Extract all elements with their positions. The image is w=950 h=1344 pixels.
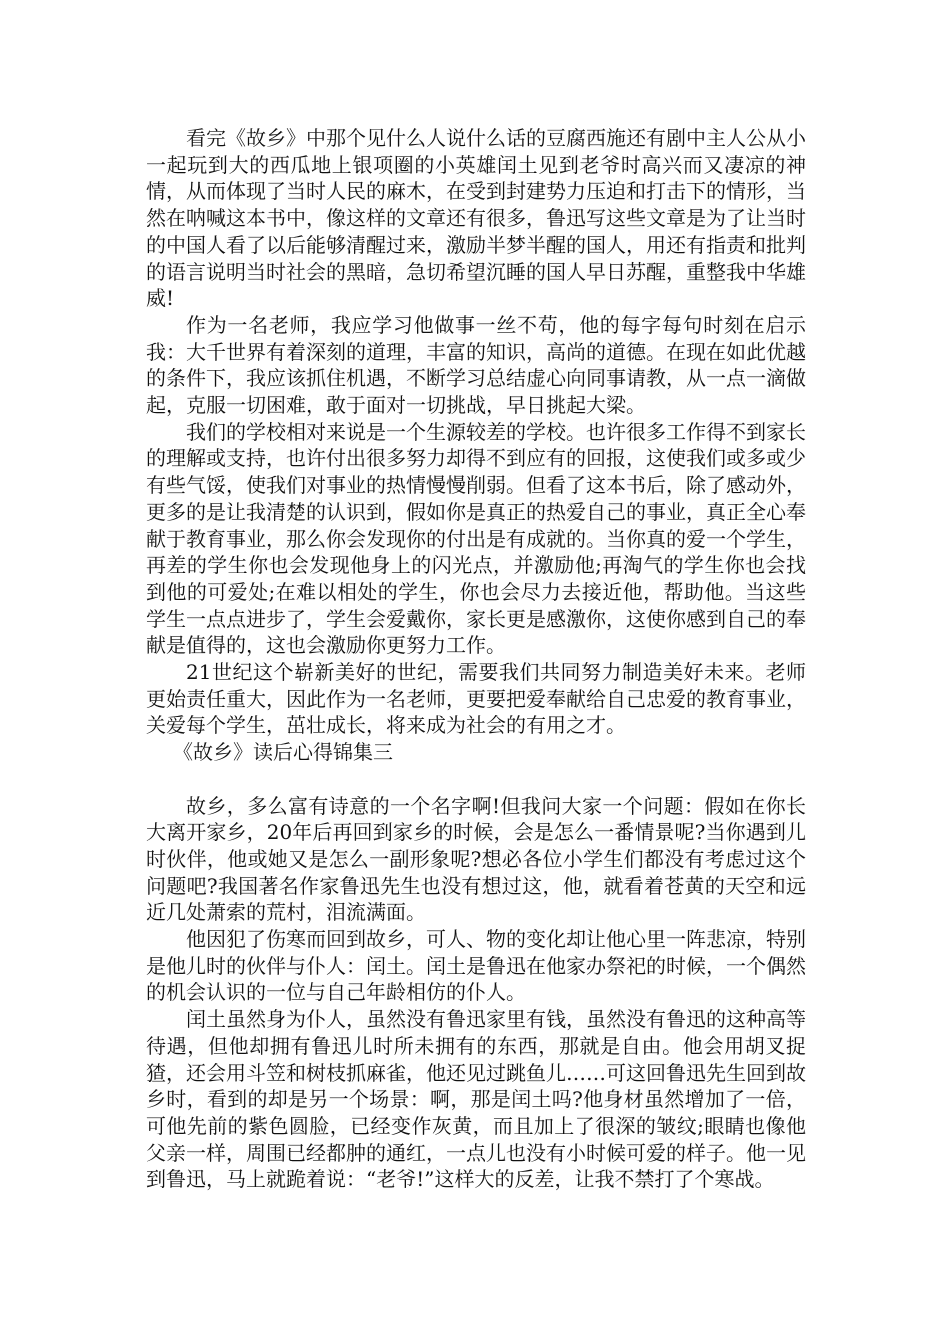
document-page xyxy=(146,125,806,1193)
paragraph-2: 作为一名老师，我应学习他做事一丝不苟，他的每字每句时刻在启示我：大千世界有着深刻的道理，丰富的知识，高尚的道德。在现在如此优越的条件下，我应该抓住机遇，不断学习总结虚心向同事请教，从一点一滴做起，克服一切困难，敢于面对一切挑战，早日挑起大梁。 xyxy=(146,312,806,418)
blank-line xyxy=(146,766,806,793)
paragraph-1: 看完《故乡》中那个见什么人说什么话的豆腐西施还有剧中主人公从小一起玩到大的西瓜地上银项圈的小英雄闰土见到老爷时高兴而又凄凉的神情，从而体现了当时人民的麻木，在受到封建势力压迫和打击下的情形，当然在呐喊这本书中，像这样的文章还有很多，鲁迅写这些文章是为了让当时的中国人看了以后能够清醒过来，激励半梦半醒的国人，用还有指责和批判的语言说明当时社会的黑暗，急切希望沉睡的国人早日苏醒，重整我中华雄威! xyxy=(146,126,806,311)
paragraph-4: 21世纪这个崭新美好的世纪，需要我们共同努力制造美好未来。老师更始责任重大，因此作为一名老师，更要把爱奉献给自己忠爱的教育事业，关爱每个学生，茁壮成长，将来成为社会的有用之才。 xyxy=(146,660,806,738)
paragraph-6: 他因犯了伤寒而回到故乡，可人、物的变化却让他心里一阵悲凉，特别是他儿时的伙伴与仆人：闰土。闰土是鲁迅在他家办祭祀的时候，一个偶然的机会认识的一位与自己年龄相仿的仆人。 xyxy=(146,927,806,1005)
paragraph-5: 故乡，多么富有诗意的一个名字啊!但我问大家一个问题：假如在你长大离开家乡，20年后再回到家乡的时候，会是怎么一番情景呢?当你遇到儿时伙伴，他或她又是怎么一副形象呢?想必各位小学生们都没有考虑过这个问题吧?我国著名作家鲁迅先生也没有想过这，他，就看着苍黄的天空和远近几处萧索的荒村，泪流满面。 xyxy=(146,793,806,925)
section-heading: 《故乡》读后心得锦集三 xyxy=(173,740,393,765)
paragraph-7: 闰土虽然身为仆人，虽然没有鲁迅家里有钱，虽然没有鲁迅的这种高等待遇，但他却拥有鲁迅儿时所未拥有的东西，那就是自由。他会用胡叉捉猹，还会用斗笠和树枝抓麻雀，他还见过跳鱼儿……可这回鲁迅先生回到故乡时，看到的却是另一个场景：啊，那是闰土吗?他身材虽然增加了一倍，可他先前的紫色圆脸，已经变作灰黄，而且加上了很深的皱纹;眼睛也像他父亲一样，周围已经都肿的通红，一点儿也没有小时候可爱的样子。他一见到鲁迅，马上就跪着说：“老爷!”这样大的反差，让我不禁打了个寒战。 xyxy=(146,1007,806,1192)
paragraph-3: 我们的学校相对来说是一个生源较差的学校。也许很多工作得不到家长的理解或支持，也许付出很多努力却得不到应有的回报，这使我们或多或少有些气馁，使我们对事业的热情慢慢削弱。但看了这本书后，除了感动外，更多的是让我清楚的认识到，假如你是真正的热爱自己的事业，真正全心奉献于教育事业，那么你会发现你的付出是有成就的。当你真的爱一个学生，再差的学生你也会发现他身上的闪光点，并激励他;再淘气的学生你也会找到他的可爱处;在难以相处的学生，你也会尽力去接近他，帮助他。当这些学生一点点进步了，学生会爱戴你，家长更是感激你，这使你感到自己的奉献是值得的，这也会激励你更努力工作。 xyxy=(146,419,806,658)
